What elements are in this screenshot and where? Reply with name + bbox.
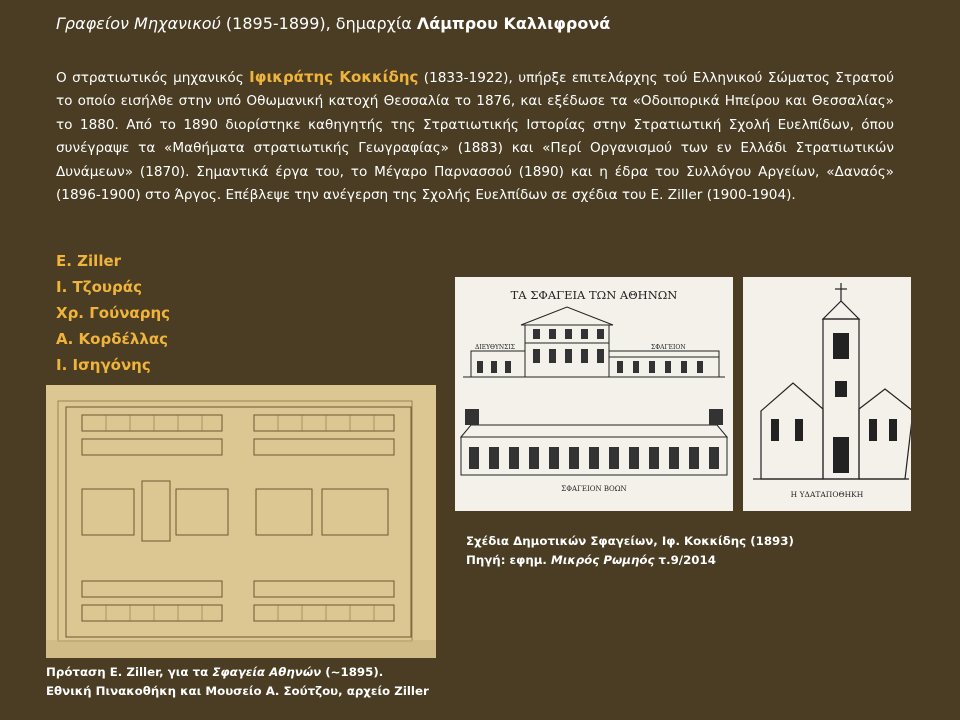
label-slaughterhouse: ΣΦΑΓΕΙΟΝ [651,344,686,351]
slaughterhouse-caption [466,532,794,570]
plan-caption-prefix: Πρόταση Ε. Ziller, για τα [46,665,213,679]
title-office: Γραφείον Μηχανικού [56,14,221,33]
ziller-plan-drawing [46,385,436,658]
slaughterhouse-caption-line2 [466,551,794,570]
architect-name: Α. Κορδέλλας [56,330,169,348]
drawing-heading: ΤΑ ΣΦΑΓΕΙΑ ΤΩΝ ΑΘΗΝΩΝ [510,288,678,302]
architect-name: E. Ziller [56,252,122,270]
architect-name: Ι. Τζουράς [56,278,142,296]
bio-name-highlight: Ιφικράτης Κοκκίδης [249,68,419,86]
source-issue: τ.9/2014 [654,553,716,567]
slide-title [56,14,610,33]
architect-name: Ι. Ισηγόνης [56,356,151,374]
slaughterhouse-drawing [455,277,733,511]
source-prefix: Πηγή: εφημ. [466,553,551,567]
biography-paragraph [56,66,894,207]
plan-caption-line2: Εθνική Πινακοθήκη και Μουσείο Α. Σούτζου, αρχείο Ziller [46,684,429,698]
label-water-tank: Η ΥΔΑΤΑΠΟΘΗΚΗ [790,490,864,499]
source-newspaper: Μικρός Ρωμηός [551,553,655,567]
bio-intro: Ο στρατιωτικός μηχανικός [56,70,250,86]
plan-caption-line1 [46,663,429,682]
plan-caption-subject: Σφαγεία Αθηνών [212,665,322,679]
slaughterhouse-caption-line1: Σχέδια Δημοτικών Σφαγείων, Ιφ. Κοκκίδης (1893) [466,534,794,548]
title-period: (1895-1899), δημαρχία [220,14,417,33]
plan-caption-date: (~1895). [321,665,384,679]
label-administration: ΔΙΕΥΘΥΝΣΙΣ [475,344,516,351]
bio-text: (1833-1922), υπήρξε επιτελάρχης τού Ελληνικού Σώματος Στρατού το οποίο εισήλθε στην υπό Οθωμανική κατοχή Θεσσαλία το 1876, και εξέδωσε τα «Οδοιπορικά Ηπείρου και Θεσσαλίας» το 1880. Από το 1890 διορίστηκε καθηγητής της Στρατιωτικής Ιστορίας στην Στρατιωτική Σχολή Ευελπίδων, όπου συνέγραψε τα «Μαθήματα στρατιωτικής Γεωγραφίας» (1883) και «Περί Οργανισμού των εν Ελλάδι Στρατιωτικών Δυνάμεων» (1870). Σημαντικά έργα του, το Μέγαρο Παρνασσού (1890) και η έδρα του Συλλόγου Αργείων, «Δαναός» (1896-1900) στο Άργος. Επέβλεψε την ανέγερση της Σχολής Ευελπίδων σε σχέδια του Ε. Ziller (1900-1904). [56,70,895,204]
label-cattle-slaughterhouse: ΣΦΑΓΕΙΟΝ ΒΟΩΝ [561,485,627,493]
plan-caption [46,663,429,701]
architect-names-list [56,248,170,378]
title-mayor: Λάμπρου Καλλιφρονά [416,14,611,33]
water-tank-drawing [743,277,911,511]
architect-name: Χρ. Γούναρης [56,304,171,322]
